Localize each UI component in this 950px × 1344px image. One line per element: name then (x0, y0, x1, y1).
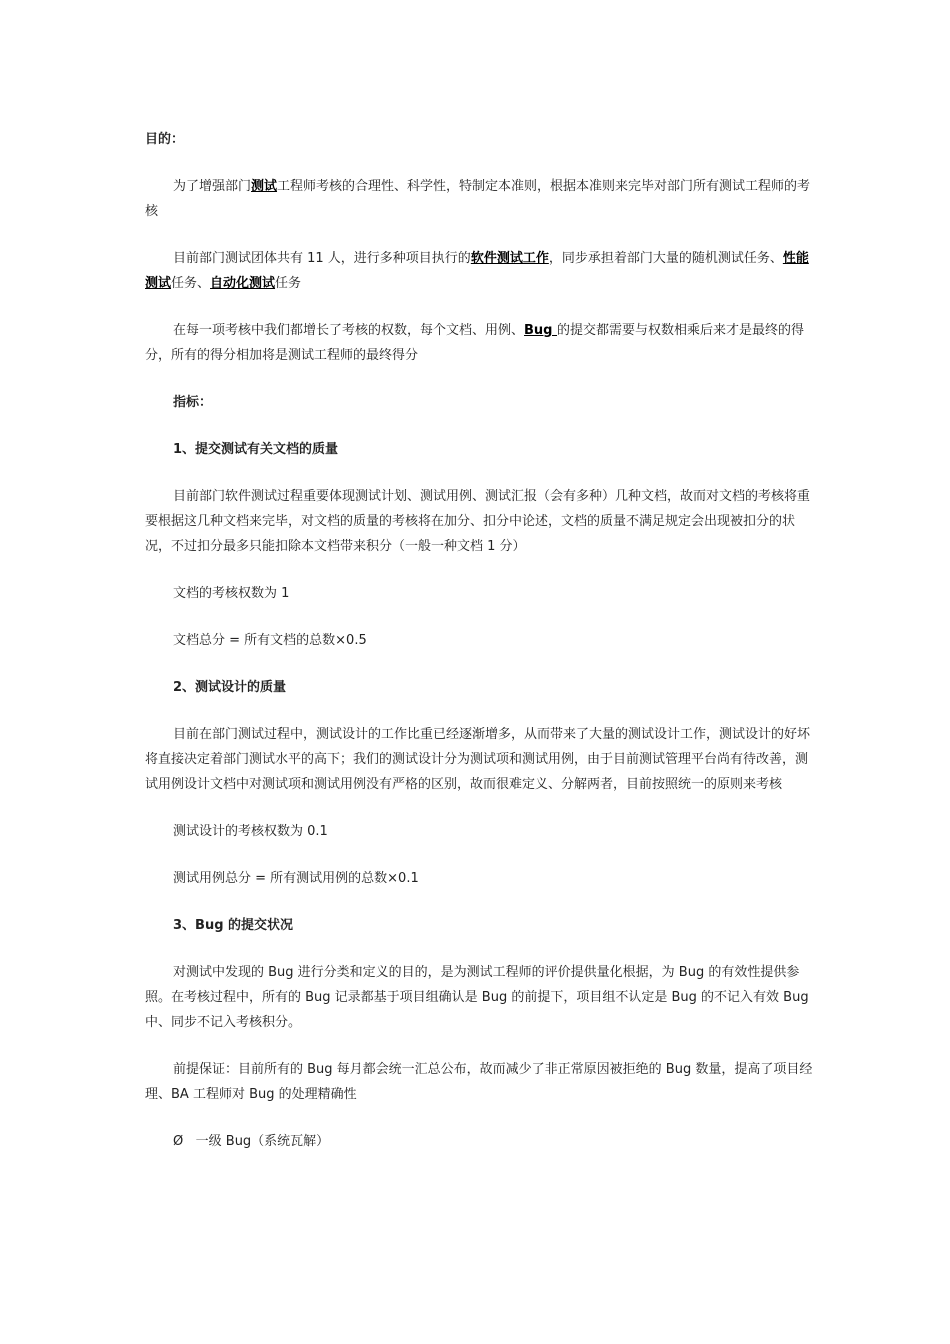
bullet-arrow-icon: Ø (173, 1134, 184, 1149)
section-1-weight: 文档的考核权数为 1 (173, 586, 290, 601)
bullet-text: 一级 Bug（系统瓦解） (195, 1134, 330, 1149)
section-3-premise: 前提保证：目前所有的 Bug 每月都会统一汇总公布，故而减少了非正常原因被拒绝的 Bug 数量，提高了项目经理、BA 工程师对 Bug 的处理精确性 (145, 1062, 813, 1102)
section-2-formula: 测试用例总分 = 所有测试用例的总数×0.1 (173, 871, 419, 886)
section-1-body: 目前部门软件测试过程重要体现测试计划、测试用例、测试汇报（会有多种）几种文档，故而对文档的考核将重要根据这几种文档来完毕，对文档的质量的考核将在加分、扣分中论述，文档的质量不满足规定会出现被扣分的状况，不过扣分最多只能扣除本文档带来积分（一般一种文档 1 分） (145, 489, 811, 554)
section-3-title: 3、Bug 的提交状况 (173, 918, 294, 933)
link-testing[interactable]: 测试 (251, 179, 278, 194)
section-2-weight: 测试设计的考核权数为 0.1 (173, 824, 328, 839)
heading-purpose: 目的： (145, 132, 185, 147)
section-1-title: 1、提交测试有关文档的质量 (173, 442, 339, 457)
document-page (145, 127, 813, 1176)
link-software-testing[interactable]: 软件测试工作 (470, 251, 549, 266)
section-1-formula: 文档总分 = 所有文档的总数×0.5 (173, 633, 367, 648)
link-automation-testing[interactable]: 自动化测试 (210, 276, 276, 291)
link-performance-testing[interactable]: 性能测试 (145, 251, 809, 291)
paragraph-weights: 在每一项考核中我们都增长了考核的权数，每个文档、用例、Bug 的提交都需要与权数相乘后来才是最终的得分，所有的得分相加将是测试工程师的最终得分 (145, 323, 805, 363)
section-3-body: 对测试中发现的 Bug 进行分类和定义的目的，是为测试工程师的评价提供量化根据，为 Bug 的有效性提供参照。在考核过程中，所有的 Bug 记录都基于项目组确认是 Bug 的前提下，项目组不认定是 Bug 的不记入有效 Bug 中、同步不记入考核积分。 (145, 965, 809, 1030)
link-bug[interactable]: Bug (524, 323, 558, 338)
section-2-title: 2、测试设计的质量 (173, 680, 287, 695)
heading-metrics: 指标： (173, 395, 213, 410)
section-2-body: 目前在部门测试过程中，测试设计的工作比重已经逐渐增多，从而带来了大量的测试设计工作，测试设计的好坏将直接决定着部门测试水平的高下；我们的测试设计分为测试项和测试用例，由于目前测试管理平台尚有待改善，测试用例设计文档中对测试项和测试用例没有严格的区别，故而很难定义、分解两者，目前按照统一的原则来考核 (145, 727, 811, 792)
paragraph-intro: 为了增强部门测试工程师考核的合理性、科学性，特制定本准则，根据本准则来完毕对部门所有测试工程师的考核 (145, 179, 811, 219)
bullet-item (145, 1129, 813, 1154)
paragraph-team: 目前部门测试团体共有 11 人，进行多种项目执行的软件测试工作，同步承担着部门大量的随机测试任务、性能测试任务、自动化测试任务 (145, 251, 809, 291)
